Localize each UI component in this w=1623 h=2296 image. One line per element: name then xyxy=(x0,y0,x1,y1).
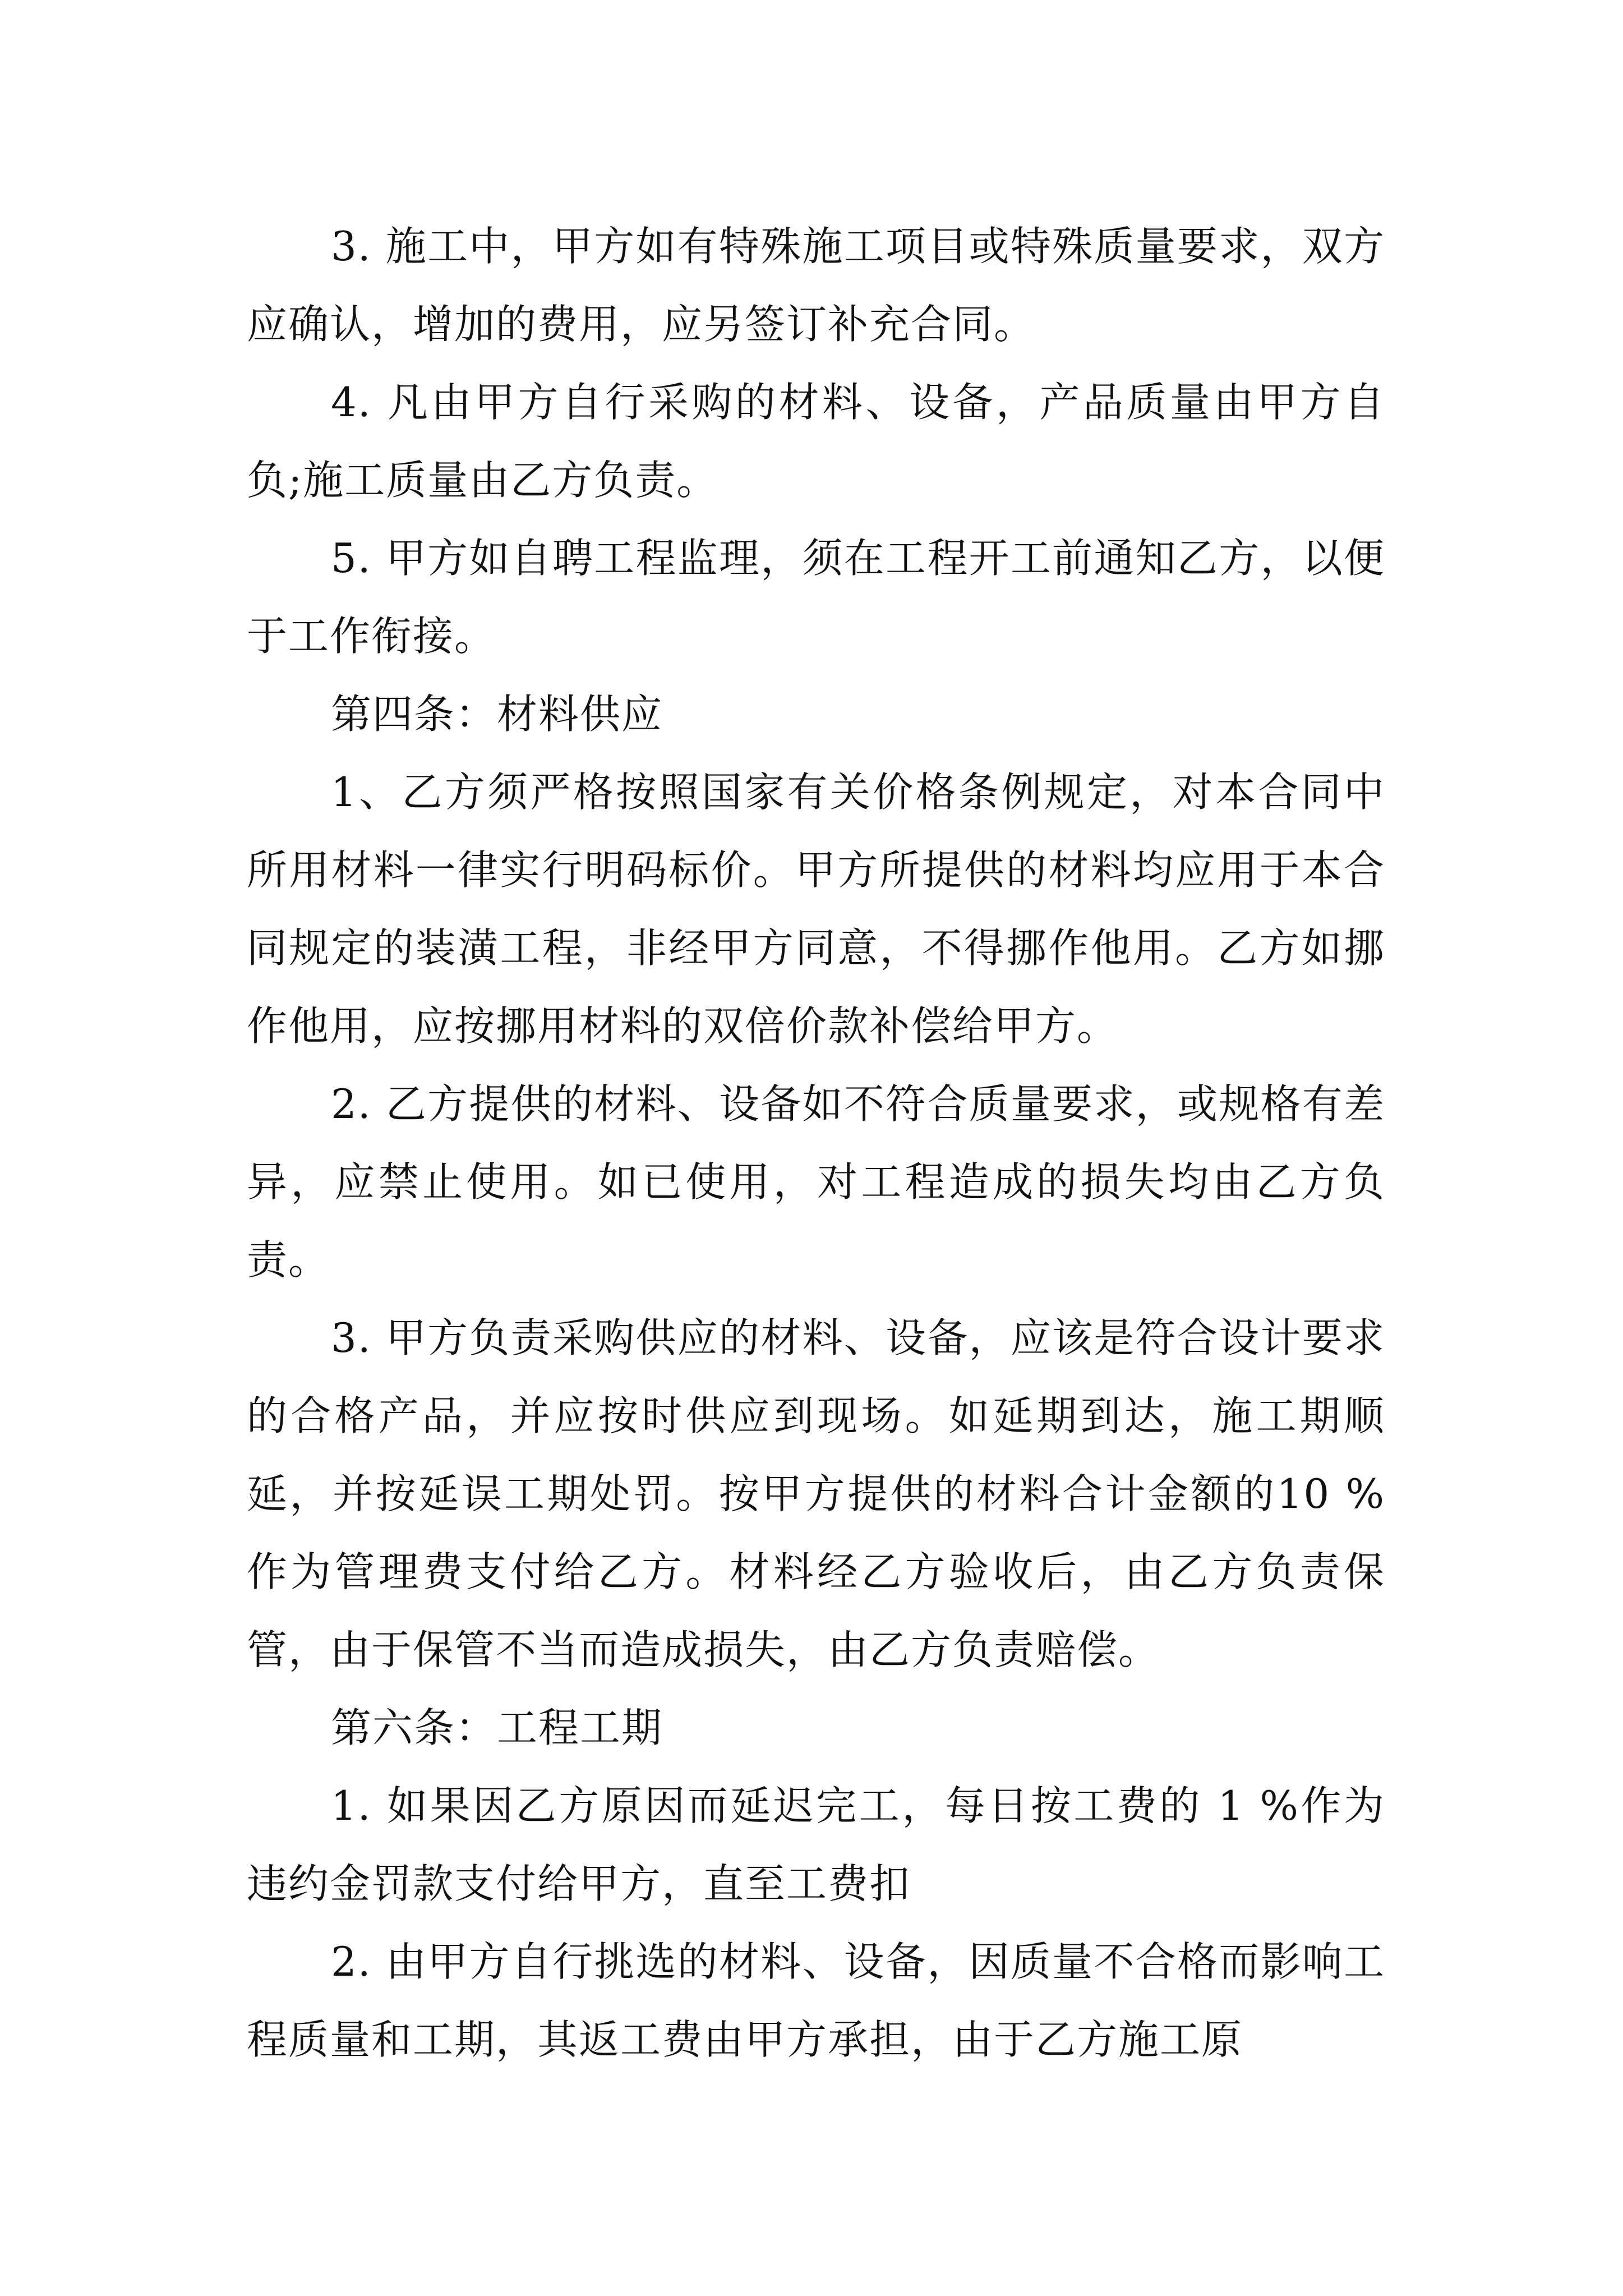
document-body xyxy=(247,208,1385,2079)
paragraph-clause-3-special-items: 3. 施工中，甲方如有特殊施工项目或特殊质量要求，双方应确认，增加的费用，应另签订补充合同。 xyxy=(247,223,1385,348)
paragraph-clause-4-owner-purchases: 4. 凡由甲方自行采购的材料、设备，产品质量由甲方自负;施工质量由乙方负责。 xyxy=(247,379,1385,504)
paragraph-period-clause-1: 1. 如果因乙方原因而延迟完工，每日按工费的 1 %作为违约金罚款支付给甲方，直至工费扣 xyxy=(247,1782,1385,1907)
paragraph-clause-5-supervision: 5. 甲方如自聘工程监理，须在工程开工前通知乙方，以便于工作衔接。 xyxy=(247,535,1385,660)
paragraph-material-clause-3: 3. 甲方负责采购供应的材料、设备，应该是符合设计要求的合格产品，并应按时供应到现场。如延期到达，施工期顺延，并按延误工期处罚。按甲方提供的材料合计金额的10 %作为管理费支付给乙方。材料经乙方验收后，由乙方负责保管，由于保管不当而造成损失，由乙方负责赔偿。 xyxy=(247,1314,1385,1673)
section-heading-material-supply: 第四条：材料供应 xyxy=(331,691,663,738)
paragraph-material-clause-1: 1、乙方须严格按照国家有关价格条例规定，对本合同中所用材料一律实行明码标价。甲方所提供的材料均应用于本合同规定的装潢工程，非经甲方同意，不得挪作他用。乙方如挪作他用，应按挪用材料的双倍价款补偿给甲方。 xyxy=(247,769,1385,1050)
section-heading-construction-period: 第六条：工程工期 xyxy=(331,1704,663,1751)
paragraph-material-clause-2: 2. 乙方提供的材料、设备如不符合质量要求，或规格有差异，应禁止使用。如已使用，对工程造成的损失均由乙方负责。 xyxy=(247,1080,1385,1283)
paragraph-period-clause-2: 2. 由甲方自行挑选的材料、设备，因质量不合格而影响工程质量和工期，其返工费由甲方承担，由于乙方施工原 xyxy=(247,1938,1385,2063)
